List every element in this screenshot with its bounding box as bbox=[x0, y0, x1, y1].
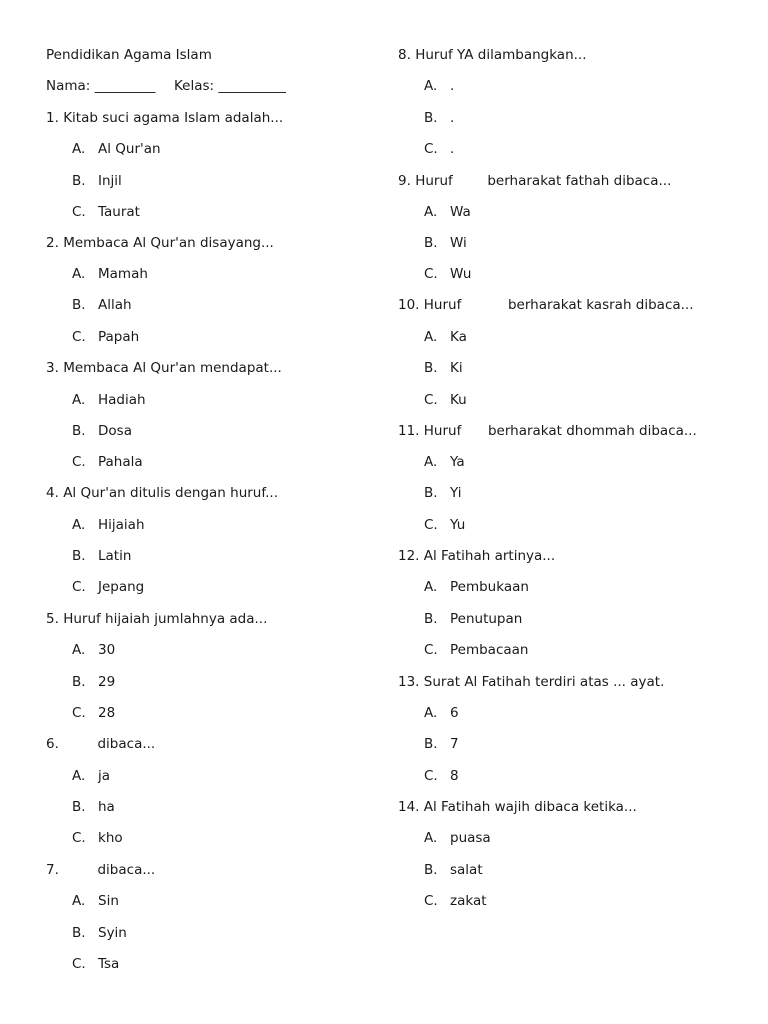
option-text: kho bbox=[98, 830, 123, 846]
question-2 bbox=[46, 233, 274, 253]
question-14 bbox=[398, 797, 637, 817]
option-letter: C. bbox=[72, 705, 86, 721]
question-text: Huruf bbox=[415, 173, 453, 189]
question-10 bbox=[398, 295, 694, 315]
option-text: Penutupan bbox=[450, 611, 523, 627]
option-text: Sin bbox=[98, 893, 119, 909]
option-letter: B. bbox=[424, 611, 438, 627]
option-letter: C. bbox=[424, 141, 438, 157]
option-text: Papah bbox=[98, 329, 140, 345]
option-5a bbox=[72, 640, 115, 660]
option-6c bbox=[72, 828, 123, 848]
option-10a bbox=[424, 327, 467, 347]
option-8a bbox=[424, 76, 454, 96]
option-text: Injil bbox=[98, 173, 122, 189]
question-number: 14. bbox=[398, 799, 420, 815]
option-text: Jepang bbox=[98, 579, 145, 595]
question-text: Kitab suci agama Islam adalah... bbox=[63, 110, 284, 126]
option-4b bbox=[72, 546, 131, 566]
option-text: Hadiah bbox=[98, 392, 146, 408]
option-text: puasa bbox=[450, 830, 491, 846]
option-text: Tsa bbox=[98, 956, 120, 972]
option-letter: A. bbox=[424, 579, 438, 595]
option-letter: C. bbox=[424, 266, 438, 282]
option-5c bbox=[72, 703, 115, 723]
option-letter: B. bbox=[72, 173, 86, 189]
option-text: Allah bbox=[98, 297, 132, 313]
option-6b bbox=[72, 797, 115, 817]
option-letter: A. bbox=[72, 392, 86, 408]
question-number: 12. bbox=[398, 548, 420, 564]
option-text: Syin bbox=[98, 925, 127, 941]
option-text: Yi bbox=[450, 485, 462, 501]
kelas-blank: __________ bbox=[218, 78, 286, 94]
option-text: ja bbox=[98, 768, 111, 784]
option-1b bbox=[72, 171, 122, 191]
question-text: Al Fatihah artinya... bbox=[423, 548, 556, 564]
option-letter: A. bbox=[72, 642, 86, 658]
nama-blank: _________ bbox=[94, 78, 156, 94]
option-7b bbox=[72, 923, 127, 943]
option-2a bbox=[72, 264, 148, 284]
question-text-after: berharakat kasrah dibaca... bbox=[507, 297, 694, 313]
option-letter: C. bbox=[424, 893, 438, 909]
option-text: 30 bbox=[98, 642, 116, 658]
option-letter: B. bbox=[72, 423, 86, 439]
option-letter: C. bbox=[424, 642, 438, 658]
question-text-after: berharakat fathah dibaca... bbox=[487, 173, 672, 189]
question-text-after: berharakat dhommah dibaca... bbox=[487, 423, 697, 439]
option-4c bbox=[72, 577, 144, 597]
question-number: 7. bbox=[46, 862, 59, 878]
question-5 bbox=[46, 609, 267, 629]
question-number: 5. bbox=[46, 611, 59, 627]
option-14a bbox=[424, 828, 491, 848]
option-text: 28 bbox=[98, 705, 116, 721]
option-3c bbox=[72, 452, 143, 472]
option-12b bbox=[424, 609, 522, 629]
subject-title: Pendidikan Agama Islam bbox=[46, 47, 212, 63]
option-letter: C. bbox=[424, 517, 438, 533]
question-text: Membaca Al Qur'an mendapat... bbox=[63, 360, 282, 376]
option-10c bbox=[424, 390, 467, 410]
option-7c bbox=[72, 954, 119, 974]
question-number: 9. bbox=[398, 173, 411, 189]
question-13 bbox=[398, 672, 664, 692]
option-letter: A. bbox=[424, 78, 438, 94]
option-letter: C. bbox=[424, 392, 438, 408]
option-14b bbox=[424, 860, 483, 880]
option-letter: B. bbox=[72, 297, 86, 313]
question-number: 8. bbox=[398, 47, 411, 63]
option-6a bbox=[72, 766, 110, 786]
option-1a bbox=[72, 139, 161, 159]
option-letter: A. bbox=[424, 705, 438, 721]
question-text: Membaca Al Qur'an disayang... bbox=[63, 235, 274, 251]
option-letter: A. bbox=[424, 329, 438, 345]
option-text: Ka bbox=[450, 329, 467, 345]
option-letter: A. bbox=[72, 517, 86, 533]
option-letter: A. bbox=[424, 454, 438, 470]
option-letter: C. bbox=[72, 454, 86, 470]
question-number: 11. bbox=[398, 423, 420, 439]
option-text: 6 bbox=[450, 705, 459, 721]
question-text-after: dibaca... bbox=[97, 736, 156, 752]
option-text: ha bbox=[98, 799, 115, 815]
option-5b bbox=[72, 672, 115, 692]
option-text: Ku bbox=[450, 392, 467, 408]
question-number: 10. bbox=[398, 297, 420, 313]
nama-label: Nama: bbox=[46, 78, 91, 94]
option-letter: A. bbox=[424, 830, 438, 846]
option-letter: C. bbox=[72, 579, 86, 595]
question-3 bbox=[46, 358, 282, 378]
option-text: Al Qur'an bbox=[98, 141, 161, 157]
option-text: Dosa bbox=[98, 423, 132, 439]
option-text: Wa bbox=[450, 204, 471, 220]
option-text: 29 bbox=[98, 674, 116, 690]
option-1c bbox=[72, 202, 140, 222]
option-7a bbox=[72, 891, 119, 911]
option-12a bbox=[424, 577, 529, 597]
option-13a bbox=[424, 703, 459, 723]
option-letter: B. bbox=[424, 110, 438, 126]
option-letter: C. bbox=[72, 204, 86, 220]
option-10b bbox=[424, 358, 463, 378]
question-11 bbox=[398, 421, 697, 441]
option-letter: B. bbox=[424, 485, 438, 501]
question-9 bbox=[398, 171, 671, 191]
option-letter: B. bbox=[72, 799, 86, 815]
kelas-label: Kelas: bbox=[173, 78, 215, 94]
question-text: Huruf hijaiah jumlahnya ada... bbox=[63, 611, 268, 627]
option-text: 8 bbox=[450, 768, 459, 784]
question-text: Al Qur'an ditulis dengan huruf... bbox=[63, 485, 279, 501]
option-text: Pembukaan bbox=[450, 579, 529, 595]
option-text: . bbox=[450, 141, 455, 157]
option-letter: C. bbox=[424, 768, 438, 784]
option-letter: B. bbox=[424, 360, 438, 376]
question-1 bbox=[46, 108, 283, 128]
option-9b bbox=[424, 233, 467, 253]
question-number: 1. bbox=[46, 110, 59, 126]
question-8 bbox=[398, 45, 587, 65]
option-letter: A. bbox=[72, 893, 86, 909]
question-text: Huruf bbox=[423, 423, 462, 439]
option-letter: A. bbox=[424, 204, 438, 220]
question-number: 13. bbox=[398, 674, 420, 690]
option-text: Ya bbox=[450, 454, 465, 470]
question-text: Huruf YA dilambangkan... bbox=[415, 47, 587, 63]
option-4a bbox=[72, 515, 145, 535]
option-letter: B. bbox=[72, 674, 86, 690]
option-13c bbox=[424, 766, 459, 786]
option-letter: B. bbox=[72, 548, 86, 564]
option-letter: C. bbox=[72, 830, 86, 846]
option-text: Latin bbox=[98, 548, 132, 564]
option-3b bbox=[72, 421, 132, 441]
option-12c bbox=[424, 640, 528, 660]
option-letter: A. bbox=[72, 266, 86, 282]
option-11a bbox=[424, 452, 465, 472]
option-letter: B. bbox=[424, 862, 438, 878]
option-text: Pahala bbox=[98, 454, 143, 470]
option-3a bbox=[72, 390, 146, 410]
option-11b bbox=[424, 483, 462, 503]
option-8b bbox=[424, 108, 454, 128]
option-text: Wi bbox=[450, 235, 467, 251]
question-text-after: dibaca... bbox=[97, 862, 156, 878]
option-text: zakat bbox=[450, 893, 487, 909]
option-text: Yu bbox=[450, 517, 466, 533]
option-letter: B. bbox=[424, 235, 438, 251]
option-letter: B. bbox=[72, 925, 86, 941]
option-9a bbox=[424, 202, 471, 222]
option-text: Ki bbox=[450, 360, 463, 376]
option-letter: C. bbox=[72, 329, 86, 345]
option-11c bbox=[424, 515, 465, 535]
option-letter: B. bbox=[424, 736, 438, 752]
option-13b bbox=[424, 734, 459, 754]
option-letter: A. bbox=[72, 141, 86, 157]
option-text: Wu bbox=[450, 266, 472, 282]
question-text: Surat Al Fatihah terdiri atas ... ayat. bbox=[423, 674, 665, 690]
option-text: 7 bbox=[450, 736, 459, 752]
option-text: . bbox=[450, 78, 455, 94]
option-text: Taurat bbox=[98, 204, 140, 220]
question-number: 2. bbox=[46, 235, 59, 251]
question-text: Al Fatihah wajih dibaca ketika... bbox=[423, 799, 637, 815]
student-info-line bbox=[46, 76, 286, 96]
question-number: 6. bbox=[46, 736, 59, 752]
question-6 bbox=[46, 734, 155, 754]
option-text: Mamah bbox=[98, 266, 148, 282]
question-12 bbox=[398, 546, 555, 566]
option-letter: A. bbox=[72, 768, 86, 784]
option-8c bbox=[424, 139, 454, 159]
option-text: salat bbox=[450, 862, 483, 878]
option-letter: C. bbox=[72, 956, 86, 972]
option-text: Hijaiah bbox=[98, 517, 145, 533]
option-text: Pembacaan bbox=[450, 642, 529, 658]
option-2c bbox=[72, 327, 139, 347]
question-text: Huruf bbox=[423, 297, 462, 313]
option-9c bbox=[424, 264, 471, 284]
question-4 bbox=[46, 483, 278, 503]
question-7 bbox=[46, 860, 155, 880]
question-number: 4. bbox=[46, 485, 59, 501]
option-14c bbox=[424, 891, 487, 911]
question-number: 3. bbox=[46, 360, 59, 376]
option-2b bbox=[72, 295, 132, 315]
option-text: . bbox=[450, 110, 455, 126]
